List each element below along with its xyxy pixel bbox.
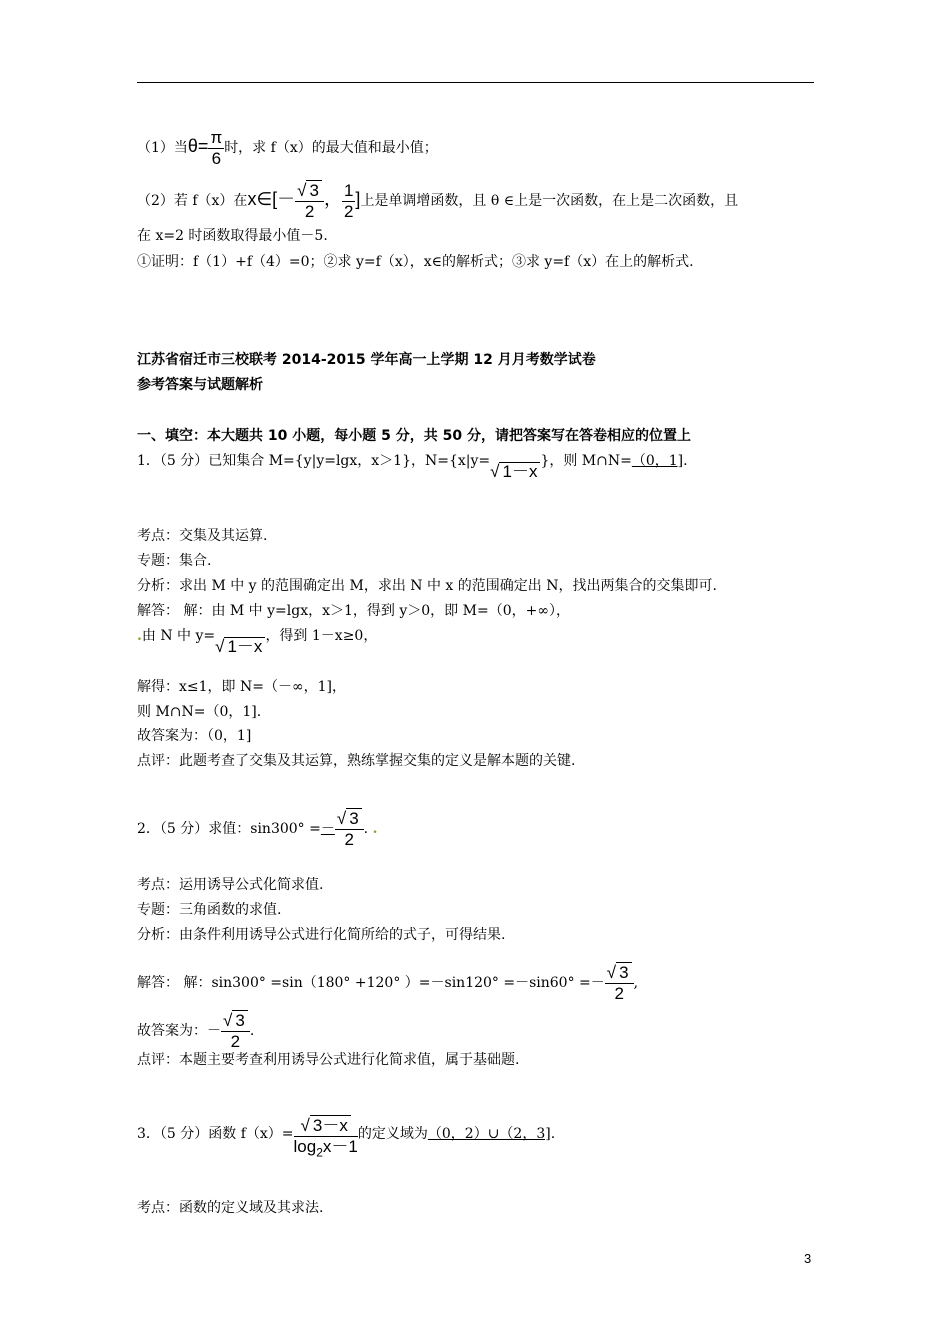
stray-dot: . — [137, 628, 142, 644]
problem-1: 1．（5 分）已知集合 M={y|y=lgx，x＞1}，N={x|y=√ 1－x}，则 M∩N=（0，1]. — [137, 453, 688, 481]
p1-dianping: 点评：此题考查了交集及其运算，熟练掌握交集的定义是解本题的关键. — [137, 753, 576, 769]
p1-zhuanti: 专题：集合. — [137, 553, 212, 569]
p3-kaodian: 考点：函数的定义域及其求法. — [137, 1200, 324, 1216]
p2-dianping: 点评：本题主要考查利用诱导公式进行化简求值，属于基础题. — [137, 1052, 520, 1068]
section-heading: 一、填空：本大题共 10 小题，每小题 5 分，共 50 分，请把答案写在答卷相应的位置上 — [137, 428, 691, 444]
problem-2: 2．（5 分）求值：sin300° =－ $\frac{√ 3}{2}$ . . — [137, 809, 378, 849]
header-rule — [137, 82, 814, 83]
p2-kaodian: 考点：运用诱导公式化简求值. — [137, 877, 324, 893]
q1-part1: （1）当θ= $\frac{\pi}{6}$ 时，求 f（x）的最大值和最小值； — [137, 128, 438, 168]
p2-fenxi: 分析：由条件利用诱导公式进行化简所给的式子，可得结果. — [137, 927, 506, 943]
p2-answer: 故答案为：－ $\frac{√ 3}{2}$ . — [137, 1011, 255, 1051]
doc-subtitle: 参考答案与试题解析 — [137, 377, 263, 393]
q1-part2-cont: 在 x=2 时函数取得最小值－5. — [137, 228, 328, 244]
p1-jieda-2: .由 N 中 y=√ 1－x，得到 1－x≥0， — [137, 628, 378, 656]
p2-jieda: 解答： 解：sin300° =sin（180° +120° ）=－sin120° =－sin60° =－ $\frac{√ 3}{2}$ , — [137, 963, 639, 1003]
q1-part3: ①证明：f（1）+f（4）=0；②求 y=f（x），x∈的解析式；③求 y=f（x）在上的解析式. — [137, 254, 694, 270]
doc-title: 江苏省宿迁市三校联考 2014-2015 学年高一上学期 12 月月考数学试卷 — [137, 352, 596, 368]
problem-3: 3．（5 分）函数 f（x）= $\frac{√ 3-x}{\log_2x-1}$ 的定义域为（0，2）∪（2，3]. — [137, 1116, 556, 1160]
stray-dot: . — [372, 821, 378, 837]
q1-part2: （2）若 f（x）在x∈[－ $\frac{√ 3}{2}$ ， $\frac{1}{2}$ ]上是单调增函数，且 θ ∈上是一次函数，在上是二次函数，且 — [137, 181, 739, 221]
p1-kaodian: 考点：交集及其运算. — [137, 528, 268, 544]
p1-answer: 故答案为：（0，1] — [137, 728, 252, 744]
p1-jieda-1: 解答： 解：由 M 中 y=lgx，x＞1，得到 y＞0，即 M=（0，+∞）， — [137, 603, 570, 619]
p1-fenxi: 分析：求出 M 中 y 的范围确定出 M，求出 N 中 x 的范围确定出 N，找出两集合的交集即可. — [137, 578, 717, 594]
p2-zhuanti: 专题：三角函数的求值. — [137, 902, 282, 918]
p1-jieda-3: 解得：x≤1，即 N=（－∞，1]， — [137, 679, 346, 695]
p1-jieda-4: 则 M∩N=（0，1]. — [137, 704, 262, 720]
page-number: 3 — [804, 1251, 812, 1266]
